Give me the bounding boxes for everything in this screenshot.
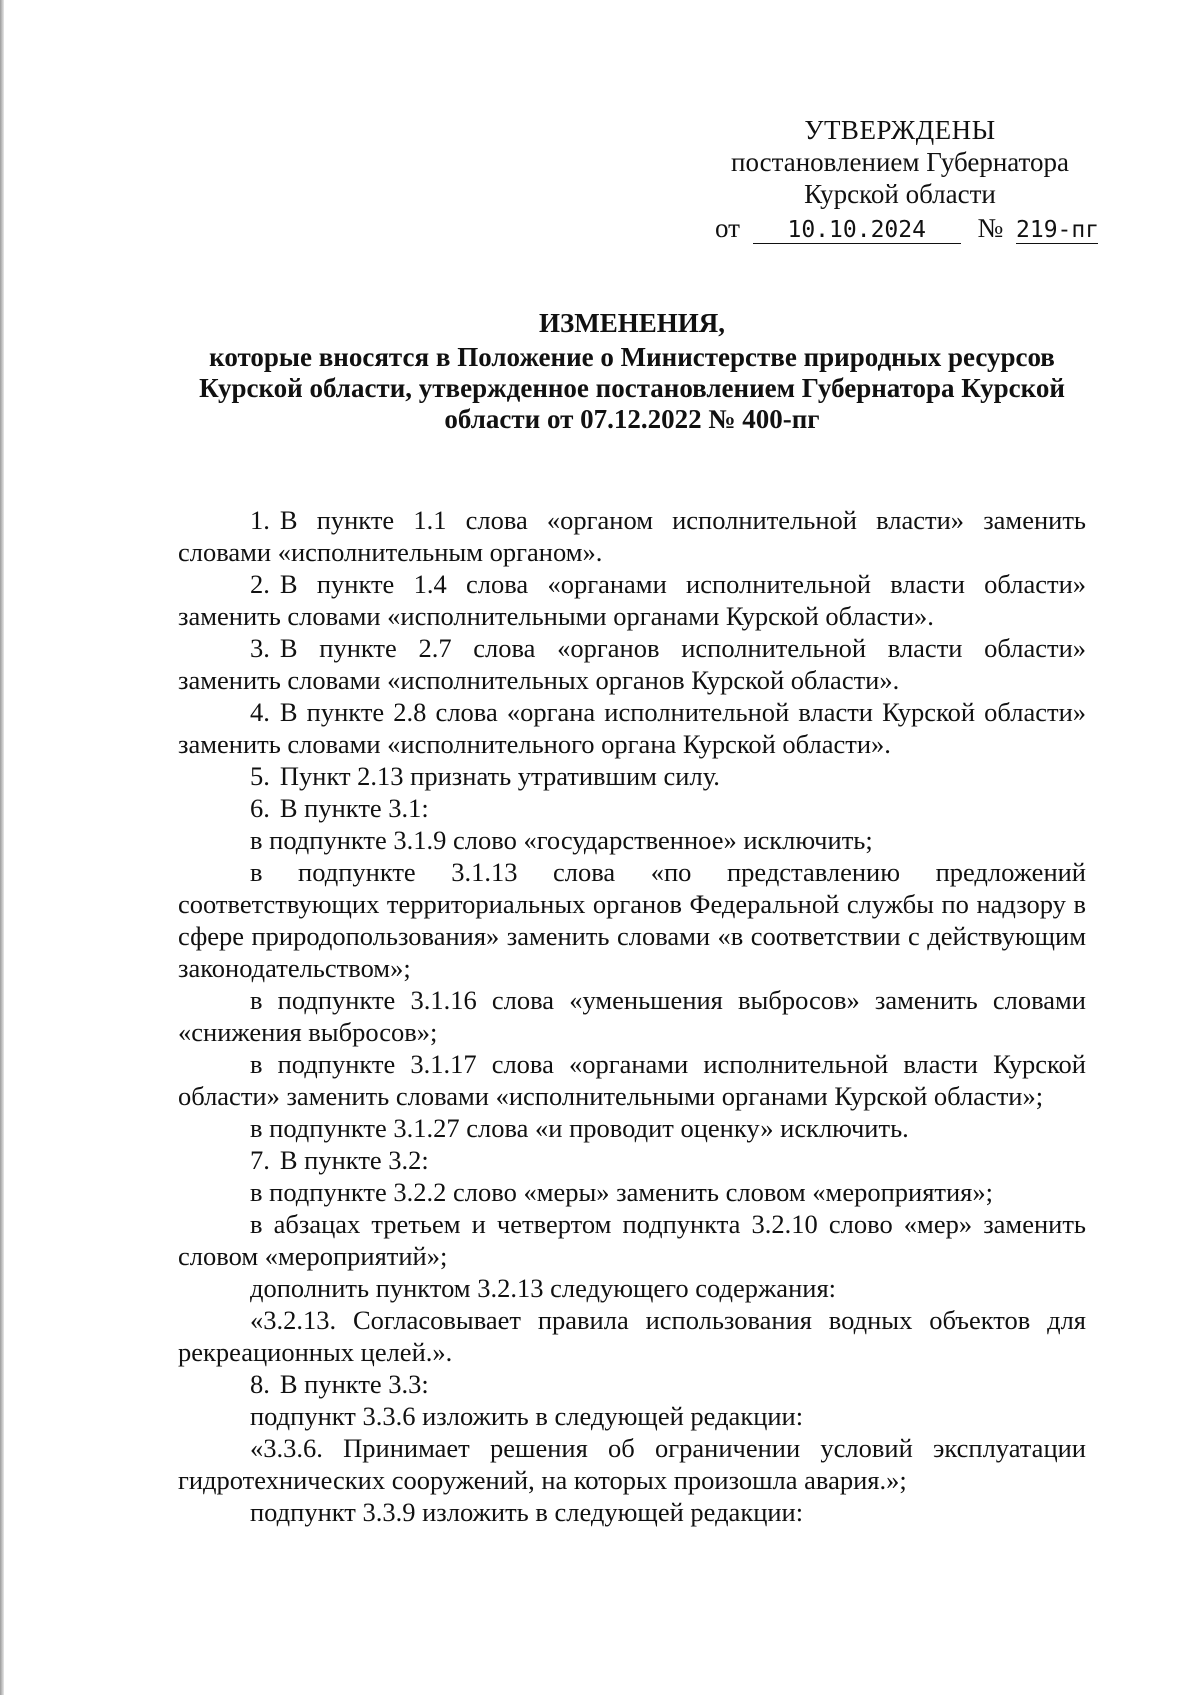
paragraph-text: В пункте 2.8 слова «органа исполнительной власти Курской области» заменить словами «исполнительного органа Курской области». xyxy=(178,697,1086,759)
paragraph-text: в подпункте 3.1.16 слова «уменьшения выбросов» заменить словами «снижения выбросов»; xyxy=(178,985,1086,1047)
paragraph-text: в подпункте 3.1.17 слова «органами исполнительной власти Курской области» заменить словами «исполнительными органами Курской области»; xyxy=(178,1049,1086,1111)
approval-heading: УТВЕРЖДЕНЫ xyxy=(804,115,996,145)
subparagraph-3-1-13 xyxy=(178,856,1086,984)
approval-line-1: постановлением Губернатора xyxy=(731,147,1069,177)
paragraph-number: 3. xyxy=(250,633,270,663)
paragraph-text: подпункт 3.3.6 изложить в следующей редакции: xyxy=(250,1401,804,1431)
paragraph-4 xyxy=(178,696,1086,760)
paragraph-number: 2. xyxy=(250,569,270,599)
quote-3-2-13 xyxy=(178,1304,1086,1368)
paragraph-text: В пункте 1.1 слова «органом исполнительной власти» заменить словами «исполнительным органом». xyxy=(178,505,1086,567)
scan-edge xyxy=(0,0,4,1695)
paragraph-text: В пункте 1.4 слова «органами исполнительной власти области» заменить словами «исполнительными органами Курской области». xyxy=(178,569,1086,631)
subparagraph-3-3-9 xyxy=(178,1496,1086,1528)
addition-3-2-13 xyxy=(178,1272,1086,1304)
paragraph-text: в абзацах третьем и четвертом подпункта 3.2.10 слово «мер» заменить словом «мероприятий»; xyxy=(178,1209,1086,1271)
subparagraph-3-3-6 xyxy=(178,1400,1086,1432)
paragraph-5 xyxy=(178,760,1086,792)
paragraph-2 xyxy=(178,568,1086,632)
from-label: от xyxy=(715,213,740,243)
subparagraph-3-2-2 xyxy=(178,1176,1086,1208)
subparagraph-3-1-16 xyxy=(178,984,1086,1048)
approval-date: 10.10.2024 xyxy=(753,217,961,244)
title-subtitle: которые вносятся в Положение о Министерстве природных ресурсов Курской области, утвержденное постановлением Губернатора Курской области от 07.12.2022 № 400-пг xyxy=(199,342,1065,434)
paragraph-1 xyxy=(178,504,1086,568)
paragraph-number: 1. xyxy=(250,505,270,535)
quote-3-3-6 xyxy=(178,1432,1086,1496)
paragraph-text: Пункт 2.13 признать утратившим силу. xyxy=(279,761,720,791)
paragraph-text: В пункте 3.1: xyxy=(279,793,429,823)
approval-line-2: Курской области xyxy=(804,179,996,209)
paragraph-text: «3.3.6. Принимает решения об ограничении условий эксплуатации гидротехнических сооружений, на которых произошла авария.»; xyxy=(178,1433,1086,1495)
paragraph-3 xyxy=(178,632,1086,696)
subparagraph-3-1-17 xyxy=(178,1048,1086,1112)
paragraph-number: 5. xyxy=(250,761,270,791)
paragraph-text: В пункте 3.3: xyxy=(279,1369,429,1399)
paragraph-number: 4. xyxy=(250,697,270,727)
paragraph-number: 7. xyxy=(250,1145,270,1175)
paragraph-text: в подпункте 3.2.2 слово «меры» заменить словом «мероприятия»; xyxy=(250,1177,993,1207)
subparagraph-3-1-27 xyxy=(178,1112,1086,1144)
approval-date-line xyxy=(700,212,1100,244)
approval-stamp xyxy=(700,114,1100,244)
paragraph-8 xyxy=(178,1368,1086,1400)
paragraph-text: в подпункте 3.1.9 слово «государственное» исключить; xyxy=(250,825,873,855)
paragraph-7 xyxy=(178,1144,1086,1176)
paragraph-text: в подпункте 3.1.27 слова «и проводит оценку» исключить. xyxy=(250,1113,909,1143)
subparagraph-3-1-9 xyxy=(178,824,1086,856)
paragraph-number: 8. xyxy=(250,1369,270,1399)
approval-number: 219-пг xyxy=(1016,217,1100,243)
document-body xyxy=(178,504,1086,1528)
paragraph-text: В пункте 3.2: xyxy=(279,1145,429,1175)
paragraph-text: дополнить пунктом 3.2.13 следующего содержания: xyxy=(250,1273,836,1303)
subparagraph-3-2-10 xyxy=(178,1208,1086,1272)
paragraph-text: в подпункте 3.1.13 слова «по представлению предложений соответствующих территориальных органов Федеральной службы по надзору в сфере природопользования» заменить словами «в соответствии с действующим законодательством»; xyxy=(178,857,1086,983)
paragraph-text: В пункте 2.7 слова «органов исполнительной власти области» заменить словами «исполнительных органов Курской области». xyxy=(178,633,1086,695)
title-main: ИЗМЕНЕНИЯ, xyxy=(538,308,725,338)
document-title xyxy=(178,308,1086,435)
paragraph-text: «3.2.13. Согласовывает правила использования водных объектов для рекреационных целей.». xyxy=(178,1305,1086,1367)
paragraph-number: 6. xyxy=(250,793,270,823)
paragraph-text: подпункт 3.3.9 изложить в следующей редакции: xyxy=(250,1497,804,1527)
number-label: № xyxy=(977,213,1004,243)
paragraph-6 xyxy=(178,792,1086,824)
